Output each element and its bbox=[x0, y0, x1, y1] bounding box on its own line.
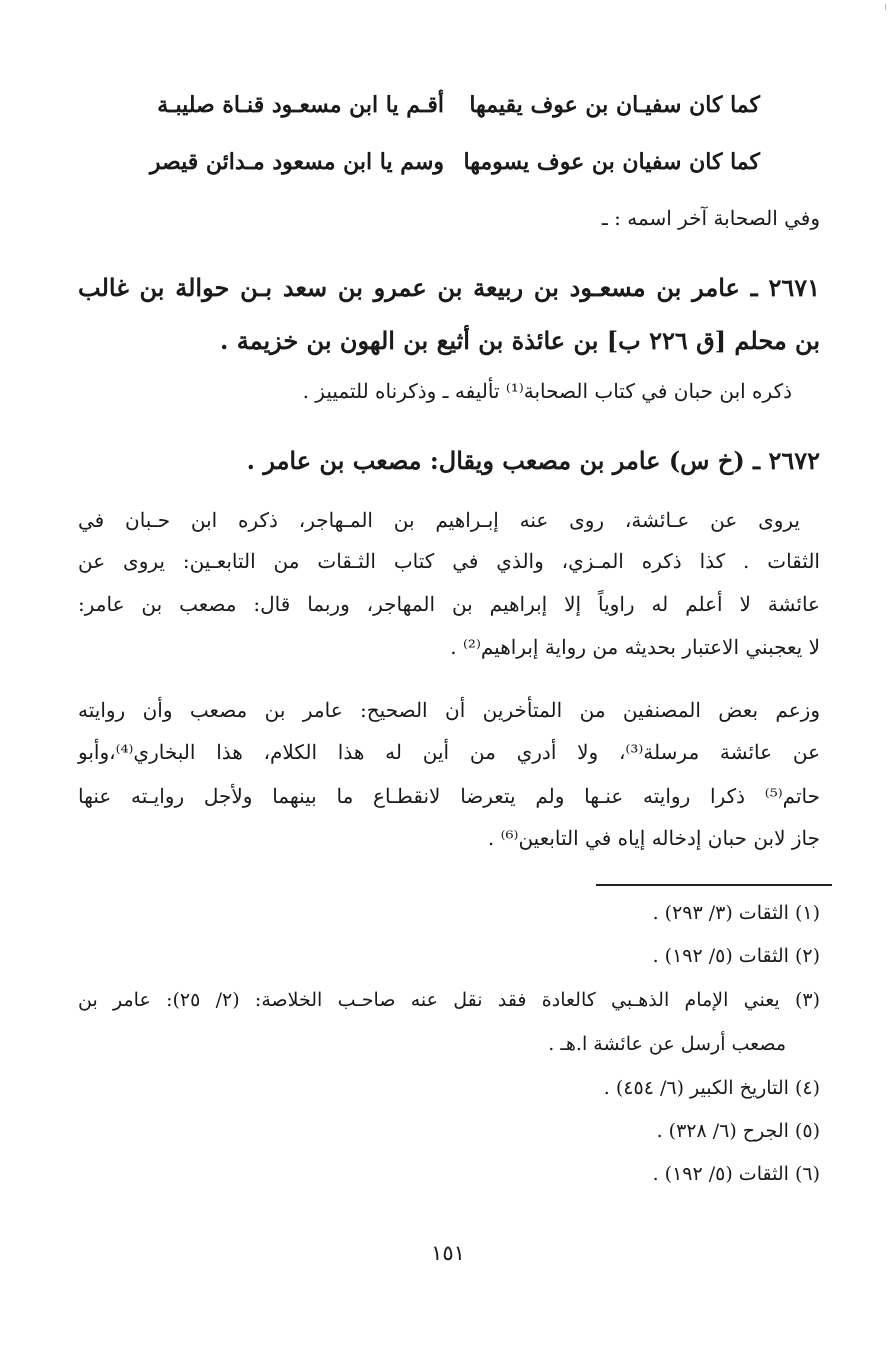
footnote-1: (١) الثقات (٣/ ٢٩٣) . bbox=[652, 902, 820, 924]
intro-line: وفي الصحابة آخر اسمه : ـ bbox=[601, 206, 820, 230]
para-2-line-1: وزعم بعض المصنفين من المتأخرين أن الصحيح: عامر بن مصعب وأن روايته bbox=[78, 698, 820, 722]
scan-mark bbox=[885, 4, 890, 10]
para-1-line-3: عائشة لا أعلم له راوياً إلا إبراهيم بن المهاجر، وربما قال: مصعب بن عامر: bbox=[78, 592, 820, 616]
para-2-line-4: جاز لابن حبان إدخاله إياه في التابعين⁽⁶⁾ . bbox=[487, 826, 820, 850]
footnote-3-line-2: مصعب أرسل عن عائشة ا.هـ . bbox=[548, 1033, 786, 1055]
entry-2671-heading-line-1: ٢٦٧١ ـ عامر بن مسعـود بن ربيعة بن عمرو بن سعد بـن حوالة بن غالب bbox=[78, 273, 820, 302]
verse-2-first-hemistich: وسم يا ابن مسعود مـدائن قيصر bbox=[149, 149, 444, 175]
para-1-line-1: يروى عن عـائشة، روى عنه إبـراهيم بن المـهاجر، ذكره ابن حـبان في bbox=[78, 508, 800, 532]
entry-2671-heading-line-2: بن محلم [ق ٢٢٦ ب] بن عائذة بن أثيع بن الهون بن خزيمة . bbox=[219, 326, 820, 355]
para-1-line-4: لا يعجبني الاعتبار بحديثه من رواية إبراهيم⁽²⁾ . bbox=[450, 635, 820, 659]
footnote-2: (٢) الثقات (٥/ ١٩٢) . bbox=[652, 945, 820, 967]
para-2-line-2: عن عائشة مرسلة⁽³⁾، ولا أدري من أين له هذا الكلام، هذا البخاري⁽⁴⁾،وأبو bbox=[78, 740, 821, 764]
entry-2672-heading: ٢٦٧٢ ـ (خ س) عامر بن مصعب ويقال: مصعب بن عامر . bbox=[246, 446, 820, 475]
verse-2-second-hemistich: كما كان سفيان بن عوف يسومها bbox=[463, 149, 760, 175]
verse-1-second-hemistich: كما كان سفيـان بن عوف يقيمها bbox=[469, 92, 760, 118]
footnote-3-line-1: (٣) يعني الإمام الذهـبي كالعادة فقد نقل عنه صاحـب الخلاصة: (٢/ ٢٥): عامر بن bbox=[78, 989, 820, 1011]
footnote-4: (٤) التاريخ الكبير (٦/ ٤٥٤) . bbox=[603, 1077, 820, 1099]
para-1-line-2: الثقات . كذا ذكره المـزي، والذي في كتاب الثـقات من التابعـين: يروى عن bbox=[78, 549, 820, 573]
entry-2671-note: ذكره ابن حبان في كتاب الصحابة⁽¹⁾ تأليفه ـ وذكرناه للتمييز . bbox=[302, 379, 792, 403]
footnote-6: (٦) الثقات (٥/ ١٩٢) . bbox=[652, 1163, 820, 1185]
para-2-line-3: حاتم⁽⁵⁾ ذكرا روايته عنـها ولم يتعرضا لانقطـاع ما بينهما ولأجل روايـته عنها bbox=[78, 784, 820, 808]
footnote-5: (٥) الجرح (٦/ ٣٢٨) . bbox=[656, 1120, 820, 1142]
page-number: ١٥١ bbox=[431, 1241, 465, 1265]
footnote-separator bbox=[596, 884, 832, 886]
verse-1-first-hemistich: أقـم يا ابن مسعـود قنـاة صليبـة bbox=[157, 92, 444, 118]
